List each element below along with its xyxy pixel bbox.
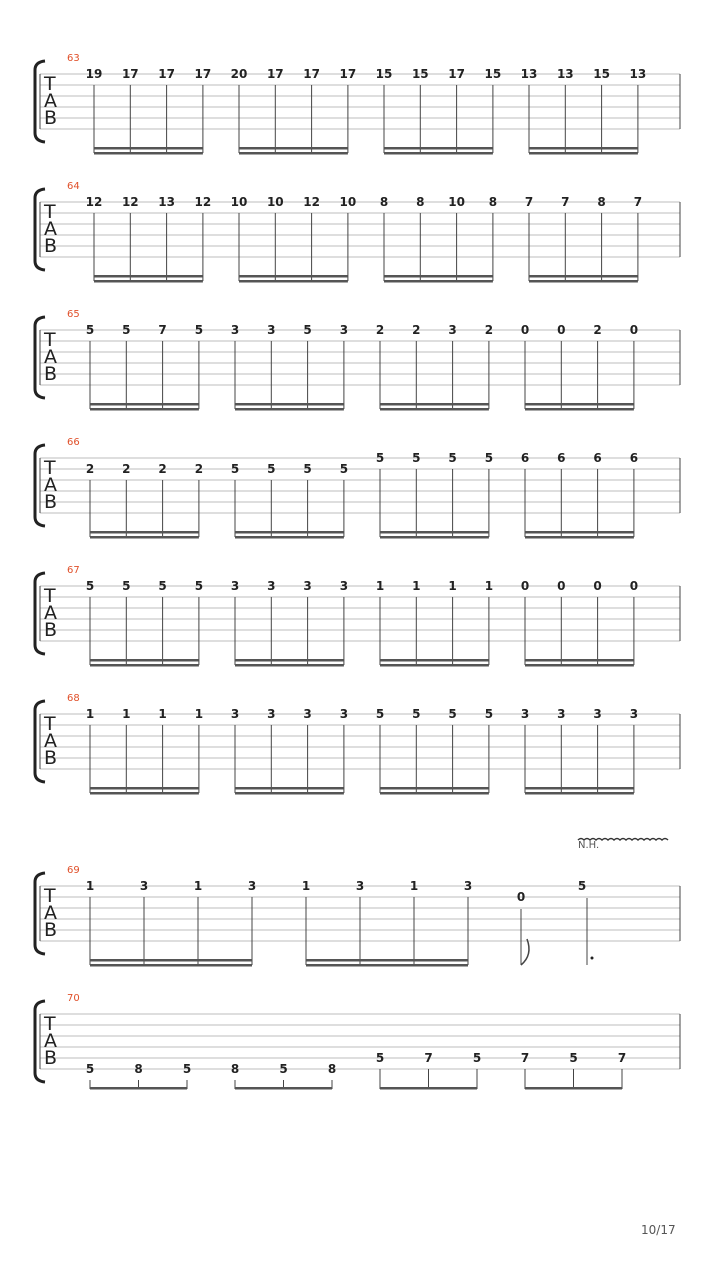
tab-system-63 [35, 53, 680, 155]
fret-number: 2 [158, 462, 167, 476]
fret-number: 0 [520, 579, 530, 593]
beam [235, 664, 344, 667]
beam [525, 792, 634, 795]
augmentation-dot [591, 957, 594, 960]
fret-number: 5 [569, 1051, 578, 1065]
beam [90, 659, 199, 662]
beam [90, 408, 199, 411]
fret-number: 13 [556, 67, 574, 81]
fret-number: 0 [629, 579, 639, 593]
fret-number: 7 [617, 1051, 627, 1065]
fret-number: 3 [267, 579, 276, 593]
fret-number: 5 [448, 451, 457, 465]
beam [529, 280, 638, 283]
fret-number: 6 [520, 451, 530, 465]
beam [380, 403, 489, 406]
beam [380, 792, 489, 795]
beam [94, 147, 203, 150]
beam [525, 1087, 622, 1090]
fret-number: 3 [557, 707, 566, 721]
fret-number: 1 [484, 579, 494, 593]
fret-number: 1 [158, 707, 167, 721]
beam [239, 280, 348, 283]
beam [525, 408, 634, 411]
tab-clef-letter: B [44, 363, 58, 385]
tab-clef-letter: T [44, 713, 56, 735]
beam [529, 147, 638, 150]
beam [529, 275, 638, 278]
fret-number: 6 [593, 451, 602, 465]
fret-number: 1 [448, 579, 457, 593]
fret-number: 3 [303, 707, 312, 721]
fret-number: 2 [85, 462, 95, 476]
fret-number: 5 [303, 323, 312, 337]
tab-clef-letter: T [44, 1013, 56, 1035]
fret-number: 10 [266, 195, 284, 209]
fret-number: 5 [267, 462, 276, 476]
beam [525, 787, 634, 790]
fret-number: 1 [194, 707, 204, 721]
beam [94, 275, 203, 278]
fret-number: 10 [230, 195, 248, 209]
beam [235, 536, 344, 539]
tab-clef-letter: T [44, 201, 56, 223]
fret-number: 3 [593, 707, 602, 721]
beam [90, 787, 199, 790]
beam [525, 403, 634, 406]
fret-number: 5 [279, 1062, 288, 1076]
beam [384, 147, 493, 150]
tab-clef-letter: B [44, 619, 58, 641]
tab-clef-letter: B [44, 491, 58, 513]
fret-number: 5 [158, 579, 167, 593]
fret-number: 8 [597, 195, 606, 209]
fret-number: 19 [85, 67, 103, 81]
fret-number: 0 [593, 579, 602, 593]
fret-number: 17 [339, 67, 357, 81]
beam [306, 959, 468, 962]
tab-system-65 [35, 309, 680, 411]
beam [380, 536, 489, 539]
fret-number: 8 [379, 195, 389, 209]
fret-number: 8 [488, 195, 498, 209]
beam [90, 1087, 187, 1090]
fret-number: 5 [230, 462, 240, 476]
fret-number: 10 [448, 195, 465, 209]
measure-number: 66 [67, 437, 80, 448]
fret-number: 5 [412, 707, 421, 721]
tab-clef-letter: A [44, 1030, 57, 1052]
beam [90, 536, 199, 539]
fret-number: 17 [266, 67, 284, 81]
fret-number: 15 [375, 67, 393, 81]
fret-number: 7 [520, 1051, 530, 1065]
fret-number: 2 [593, 323, 602, 337]
tab-clef-letter: T [44, 885, 56, 907]
beam [239, 147, 348, 150]
fret-number: 5 [339, 462, 349, 476]
fret-number: 12 [121, 195, 139, 209]
fret-number: 8 [134, 1062, 143, 1076]
beam [235, 1087, 332, 1090]
fret-number: 5 [472, 1051, 482, 1065]
beam [90, 531, 199, 534]
beam [380, 531, 489, 534]
beam [239, 152, 348, 155]
fret-number: 5 [577, 879, 587, 893]
beam [380, 1087, 477, 1090]
fret-number: 20 [230, 67, 248, 81]
beam [94, 152, 203, 155]
fret-number: 3 [629, 707, 639, 721]
beam [90, 964, 252, 967]
fret-number: 7 [633, 195, 643, 209]
beam [525, 659, 634, 662]
beam [90, 664, 199, 667]
natural-harmonic-label: N.H. [578, 840, 600, 851]
fret-number: 3 [463, 879, 473, 893]
fret-number: 12 [303, 195, 320, 209]
beam [384, 275, 493, 278]
beam [235, 659, 344, 662]
tab-clef-letter: A [44, 346, 57, 368]
fret-number: 5 [85, 1062, 95, 1076]
tab-system-66 [35, 437, 680, 539]
fret-number: 3 [230, 579, 240, 593]
fret-number: 8 [416, 195, 425, 209]
fret-number: 5 [85, 579, 95, 593]
fret-number: 5 [122, 323, 131, 337]
fret-number: 7 [424, 1051, 433, 1065]
fret-number: 3 [139, 879, 149, 893]
fret-number: 15 [593, 67, 610, 81]
fret-number: 3 [448, 323, 457, 337]
measure-number: 65 [67, 309, 80, 320]
tab-system-69 [35, 839, 680, 967]
fret-number: 7 [524, 195, 534, 209]
beam [384, 280, 493, 283]
beam [235, 408, 344, 411]
fret-number: 5 [412, 451, 421, 465]
tab-clef-letter: A [44, 602, 57, 624]
beam [239, 275, 348, 278]
fret-number: 2 [375, 323, 385, 337]
page-number: 10/17 [641, 1223, 676, 1237]
fret-number: 13 [158, 195, 175, 209]
beam [380, 408, 489, 411]
fret-number: 12 [85, 195, 103, 209]
fret-number: 5 [448, 707, 457, 721]
fret-number: 0 [520, 323, 530, 337]
beam [90, 792, 199, 795]
fret-number: 5 [484, 707, 494, 721]
beam [525, 664, 634, 667]
beam [90, 959, 252, 962]
fret-number: 5 [194, 323, 204, 337]
fret-number: 5 [194, 579, 204, 593]
fret-number: 15 [484, 67, 502, 81]
fret-number: 5 [375, 451, 385, 465]
fret-number: 1 [193, 879, 203, 893]
tab-clef-letter: T [44, 73, 56, 95]
fret-number: 5 [375, 707, 385, 721]
fret-number: 6 [629, 451, 639, 465]
fret-number: 3 [267, 707, 276, 721]
fret-number: 1 [85, 707, 95, 721]
tab-clef-letter: A [44, 90, 57, 112]
fret-number: 2 [484, 323, 494, 337]
beam [380, 787, 489, 790]
measure-number: 64 [67, 181, 80, 192]
fret-number: 6 [557, 451, 566, 465]
fret-number: 1 [409, 879, 419, 893]
fret-number: 5 [375, 1051, 385, 1065]
fret-number: 8 [327, 1062, 337, 1076]
tab-clef-letter: T [44, 585, 56, 607]
measure-number: 67 [67, 565, 80, 576]
fret-number: 17 [121, 67, 139, 81]
fret-number: 5 [182, 1062, 192, 1076]
fret-number: 3 [520, 707, 530, 721]
fret-number: 1 [412, 579, 421, 593]
tab-system-70 [35, 993, 680, 1090]
beam [235, 787, 344, 790]
tab-clef-letter: B [44, 747, 58, 769]
fret-number: 1 [122, 707, 131, 721]
fret-number: 5 [85, 323, 95, 337]
tab-clef-letter: B [44, 107, 58, 129]
fret-number: 17 [158, 67, 175, 81]
fret-number: 3 [267, 323, 276, 337]
fret-number: 5 [303, 462, 312, 476]
tab-clef-letter: B [44, 919, 58, 941]
measure-number: 63 [67, 53, 80, 64]
beam [235, 403, 344, 406]
tab-clef-letter: A [44, 902, 57, 924]
tab-clef-letter: T [44, 329, 56, 351]
fret-number: 13 [629, 67, 647, 81]
fret-number: 17 [448, 67, 465, 81]
fret-number: 5 [122, 579, 131, 593]
fret-number: 0 [557, 579, 566, 593]
tab-system-68 [35, 693, 680, 795]
beam [529, 152, 638, 155]
fret-number: 3 [230, 707, 240, 721]
fret-number: 3 [355, 879, 365, 893]
beam [235, 792, 344, 795]
beam [94, 280, 203, 283]
tab-clef-letter: A [44, 218, 57, 240]
beam [380, 659, 489, 662]
fret-number: 1 [375, 579, 385, 593]
fret-number: 2 [412, 323, 421, 337]
fret-number: 1 [85, 879, 95, 893]
tab-system-64 [35, 181, 680, 283]
eighth-flag [521, 939, 529, 965]
fret-number: 13 [520, 67, 538, 81]
beam [384, 152, 493, 155]
fret-number: 0 [629, 323, 639, 337]
measure-number: 69 [67, 865, 80, 876]
measure-number: 70 [67, 993, 80, 1004]
fret-number: 7 [158, 323, 167, 337]
tab-clef-letter: B [44, 1047, 58, 1069]
measure-number: 68 [67, 693, 80, 704]
fret-number: 10 [339, 195, 357, 209]
fret-number: 2 [122, 462, 131, 476]
fret-number: 7 [561, 195, 570, 209]
fret-number: 8 [230, 1062, 240, 1076]
tab-clef-letter: A [44, 474, 57, 496]
tab-clef-letter: B [44, 235, 58, 257]
fret-number: 3 [339, 707, 349, 721]
fret-number: 3 [303, 579, 312, 593]
fret-number: 3 [339, 323, 349, 337]
tab-system-67 [35, 565, 680, 667]
fret-number: 17 [303, 67, 320, 81]
tab-clef-letter: T [44, 457, 56, 479]
fret-number: 3 [339, 579, 349, 593]
beam [525, 531, 634, 534]
beam [380, 664, 489, 667]
beam [525, 536, 634, 539]
fret-number: 1 [301, 879, 311, 893]
fret-number: 3 [230, 323, 240, 337]
beam [90, 403, 199, 406]
tab-clef-letter: A [44, 730, 57, 752]
fret-number: 5 [484, 451, 494, 465]
fret-number: 2 [194, 462, 204, 476]
beam [306, 964, 468, 967]
fret-number: 0 [516, 890, 526, 904]
fret-number: 0 [557, 323, 566, 337]
fret-number: 15 [411, 67, 429, 81]
fret-number: 3 [247, 879, 257, 893]
fret-number: 12 [194, 195, 212, 209]
fret-number: 17 [194, 67, 212, 81]
beam [235, 531, 344, 534]
